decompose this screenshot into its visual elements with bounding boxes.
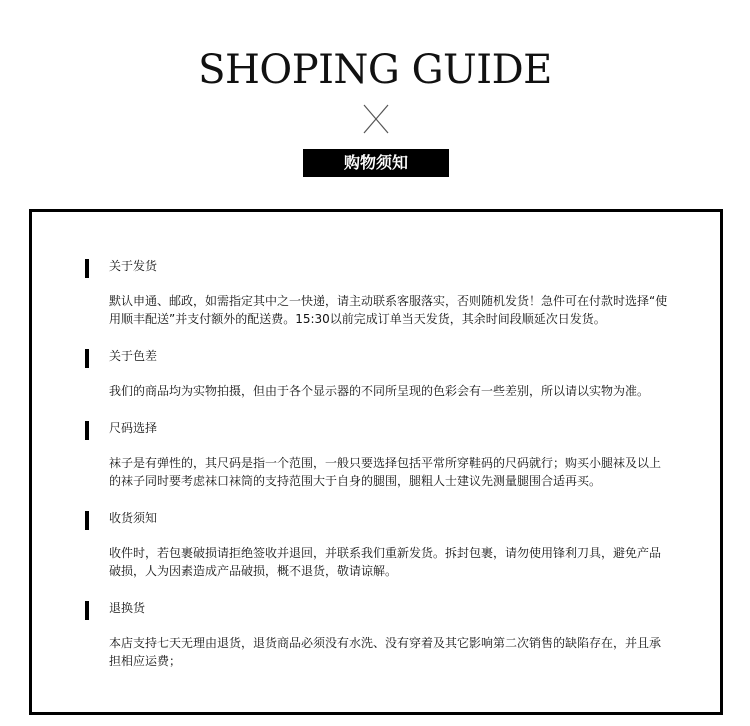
section-marker <box>85 349 89 368</box>
section-heading: 关于发货 <box>109 259 158 273</box>
section-heading: 尺码选择 <box>109 421 158 435</box>
section-body: 袜子是有弹性的，其尺码是指一个范围，一般只要选择包括平常所穿鞋码的尺码就行；购买小腿袜及以上的袜子同时要考虑袜口袜筒的支持范围大于自身的腿围，腿粗人士建议先测量腿围合适再买。 <box>109 456 662 488</box>
section-body: 我们的商品均为实物拍摄，但由于各个显示器的不同所呈现的色彩会有一些差别，所以请以实物为准。 <box>109 384 650 398</box>
section-body: 本店支持七天无理由退货，退货商品必须没有水洗、没有穿着及其它影响第二次销售的缺陷存在，并且承担相应运费； <box>109 636 662 668</box>
section-marker <box>85 511 89 530</box>
page-title: SHOPING GUIDE <box>198 47 552 93</box>
section-heading: 收货须知 <box>109 511 158 525</box>
section-heading: 关于色差 <box>109 349 158 363</box>
guide-panel <box>29 209 723 715</box>
cross-icon <box>363 104 389 134</box>
section-body: 默认申通、邮政，如需指定其中之一快递，请主动联系客服落实，否则随机发货！急件可在付款时选择“使用顺丰配送”并支付额外的配送费。15:30以前完成订单当天发货，其余时间段顺延次日发货。 <box>109 294 668 326</box>
section-badge: 购物须知 <box>303 149 449 177</box>
section-heading: 退换货 <box>109 601 146 615</box>
section-marker <box>85 601 89 620</box>
section-marker <box>85 259 89 278</box>
section-marker <box>85 421 89 440</box>
section-body: 收件时，若包裹破损请拒绝签收并退回，并联系我们重新发货。拆封包裹，请勿使用锋利刀具，避免产品破损，人为因素造成产品破损，概不退货，敬请谅解。 <box>109 546 662 578</box>
